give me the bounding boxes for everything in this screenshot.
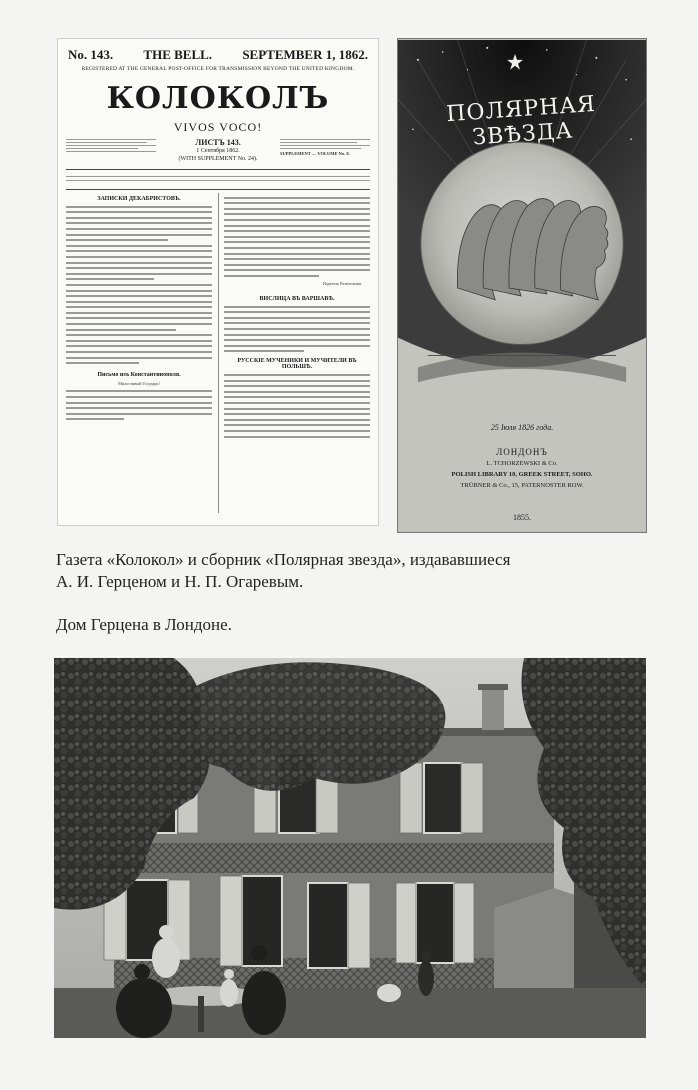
caption-house: Дом Герцена в Лондоне. [56,615,232,634]
issue-date: SEPTEMBER 1, 1862. [242,47,368,62]
cover-city: ЛОНДОНЪ [496,447,548,457]
article-headline: РУССКІЕ МУЧЕНИКИ И МУЧИТЕЛИ ВЪ ПОЛЬШѢ. [237,358,357,371]
issue-number: No. 143. [68,47,114,62]
cover-publisher-2: POLISH LIBRARY 10, GREEK STREET, SOHO. [451,471,593,478]
registration-notice: REGISTERED AT THE GENERAL POST-OFFICE FOR TRANSMISSION BEYOND THE UNITED KINGDOM. [81,66,355,72]
rule [66,169,370,170]
article-text [224,306,370,353]
side-notice-left [66,137,156,154]
cover-publisher-1: L. TCHORZEWSKI & Co. [486,460,558,467]
newspaper-masthead-line [68,47,368,67]
article-text [224,197,370,277]
polar-star-cover [397,38,647,533]
supplement-volume: SUPPLEMENT — VOLUME No. 8. [280,151,350,156]
table-of-contents [66,173,370,184]
newspaper-column-right [224,193,370,515]
signature: Издатель Развлеченія. [322,280,362,286]
caption-line-1: Газета «Колокол» и сборник «Полярная звезда», издававшиеся [56,550,511,569]
newspaper-title: КОЛОКОЛЪ [106,81,330,116]
supplement-note: (WITH SUPPLEMENT No. 24). [178,156,258,162]
cover-title: ПОЛЯРНАЯ ЗВѢЗДА [445,91,597,151]
herzen-house-photo [54,658,646,1038]
cover-publisher-3: TRÜBNER & Co., 15, PATERNOSTER ROW. [460,482,584,489]
rule [66,189,370,190]
issue-date-russian: 1 Сентября 1862. [196,148,240,154]
article-text [224,374,370,438]
article-headline: ЗАПИСКИ ДЕКАБРИСТОВЪ. [97,196,181,202]
article-headline: ВИСЛИЦА ВЪ ВАРШАВѢ. [259,296,335,303]
house-illustration [54,658,646,1038]
kolokol-newspaper-facsimile [57,38,379,526]
letter-greeting: Милостивый Государь! [118,381,160,387]
article-text [66,206,212,365]
column-separator [218,193,219,513]
newspaper-english-name: THE BELL. [143,47,213,62]
cover-year: 1855. [513,513,531,522]
sheet-number: ЛИСТЪ 143. [195,138,241,147]
caption-line-2: А. И. Герценом и Н. П. Огаревым. [56,572,304,591]
side-notice-right [280,137,370,156]
article-headline: Письмо изъ Константинополя. [97,372,181,379]
newspaper-column-left [66,193,212,515]
article-text [66,390,212,420]
newspaper-motto: VIVOS VOCO! [173,120,263,134]
cover-date: 25 Іюля 1826 года. [490,423,554,432]
